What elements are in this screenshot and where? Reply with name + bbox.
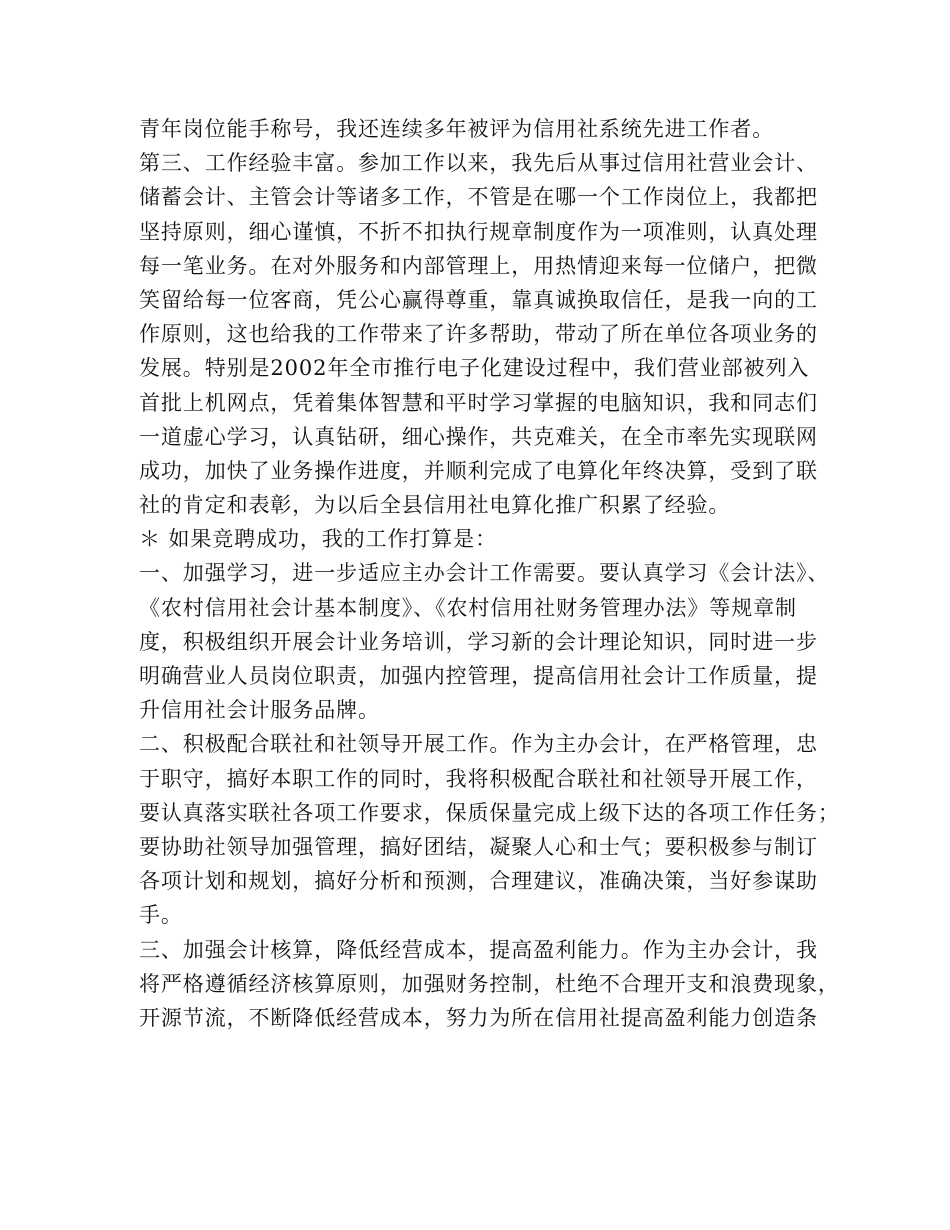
text-line: 青年岗位能手称号，我还连续多年被评为信用社系统先进工作者。 — [139, 117, 775, 141]
text-line: 要认真落实联社各项工作要求，保质保量完成上级下达的各项工作任务； — [139, 800, 840, 825]
text-line: 手。 — [139, 903, 183, 928]
text-line: 社的肯定和表彰，为以后全县信用社电算化推广积累了经验。 — [139, 493, 731, 518]
text-line: 一道虚心学习，认真钻研，细心操作，共克难关，在全市率先实现联网 — [139, 424, 818, 449]
text-line: 明确营业人员岗位职责，加强内控管理，提高信用社会计工作质量，提 — [139, 664, 818, 688]
text-line: 各项计划和规划，搞好分析和预测，合理建议，准确决策，当好参谋助 — [139, 869, 818, 894]
text-line: 每一笔业务。在对外服务和内部管理上，用热情迎来每一位储户，把微 — [139, 253, 818, 278]
text-line: 三、加强会计核算，降低经营成本，提高盈利能力。作为主办会计，我 — [139, 937, 818, 962]
text-line: 发展。特别是2002年全市推行电子化建设过程中，我们营业部被列入 — [139, 356, 810, 381]
text-line: 坚持原则，细心谨慎，不折不扣执行规章制度作为一项准则，认真处理 — [139, 219, 818, 244]
text-line: 将严格遵循经济核算原则，加强财务控制，杜绝不合理开支和浪费现象， — [139, 971, 840, 996]
text-line: 第三、工作经验丰富。参加工作以来，我先后从事过信用社营业会计、 — [139, 151, 818, 176]
text-line: 度，积极组织开展会计业务培训，学习新的会计理论知识，同时进一步 — [139, 629, 818, 654]
text-line: 《农村信用社会计基本制度》、《农村信用社财务管理办法》等规章制 — [139, 595, 797, 620]
text-line: 开源节流，不断降低经营成本，努力为所在信用社提高盈利能力创造条 — [139, 1005, 818, 1030]
document-body — [139, 112, 840, 1035]
section-heading: ＊ 如果竞聘成功，我的工作打算是： — [139, 527, 497, 552]
text-line: 一、加强学习，进一步适应主办会计工作需要。要认真学习《会计法》、 — [139, 561, 830, 586]
text-line: 储蓄会计、主管会计等诸多工作，不管是在哪一个工作岗位上，我都把 — [139, 185, 818, 210]
text-line: 于职守，搞好本职工作的同时，我将积极配合联社和社领导开展工作， — [139, 766, 818, 791]
text-line: 首批上机网点，凭着集体智慧和平时学习掌握的电脑知识，我和同志们 — [139, 390, 818, 415]
text-line: 要协助社领导加强管理，搞好团结，凝聚人心和士气；要积极参与制订 — [139, 834, 818, 859]
text-line: 成功，加快了业务操作进度，并顺利完成了电算化年终决算，受到了联 — [139, 458, 818, 483]
text-line: 笑留给每一位客商，凭公心赢得尊重，靠真诚换取信任，是我一向的工 — [139, 287, 818, 312]
text-line: 作原则，这也给我的工作带来了许多帮助，带动了所在单位各项业务的 — [139, 322, 818, 347]
text-line: 二、积极配合联社和社领导开展工作。作为主办会计，在严格管理，忠 — [139, 732, 818, 757]
text-line: 升信用社会计服务品牌。 — [139, 698, 380, 723]
